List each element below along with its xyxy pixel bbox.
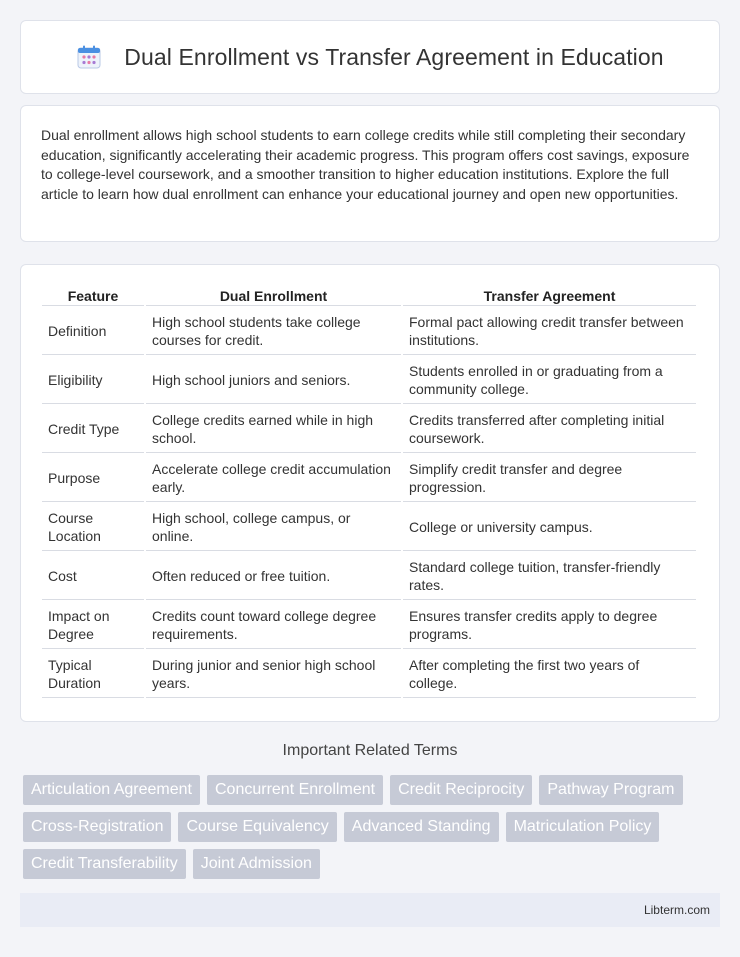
- comparison-table: [40, 284, 698, 700]
- related-term-tag[interactable]: Cross-Registration: [23, 812, 171, 842]
- table-row: [42, 455, 696, 502]
- related-term-tag[interactable]: Pathway Program: [539, 775, 682, 805]
- feature-cell: Eligibility: [42, 357, 144, 404]
- feature-cell: Typical Duration: [42, 651, 144, 698]
- dual-enrollment-cell: High school, college campus, or online.: [146, 504, 401, 551]
- feature-cell: Credit Type: [42, 406, 144, 453]
- transfer-agreement-cell: Standard college tuition, transfer-friendly rates.: [403, 553, 696, 600]
- table-row: [42, 504, 696, 551]
- dual-enrollment-cell: High school juniors and seniors.: [146, 357, 401, 404]
- table-row: [42, 602, 696, 649]
- column-header-dual-enrollment: Dual Enrollment: [146, 286, 401, 306]
- related-term-tag[interactable]: Matriculation Policy: [506, 812, 660, 842]
- transfer-agreement-cell: Ensures transfer credits apply to degree programs.: [403, 602, 696, 649]
- column-header-transfer-agreement: Transfer Agreement: [403, 286, 696, 306]
- title-card: [20, 20, 720, 94]
- dual-enrollment-cell: During junior and senior high school years.: [146, 651, 401, 698]
- feature-cell: Course Location: [42, 504, 144, 551]
- dual-enrollment-cell: Credits count toward college degree requirements.: [146, 602, 401, 649]
- related-term-tag[interactable]: Course Equivalency: [178, 812, 336, 842]
- site-credit-link[interactable]: Libterm.com: [643, 903, 710, 917]
- table-header-row: [42, 286, 696, 306]
- transfer-agreement-cell: Simplify credit transfer and degree progression.: [403, 455, 696, 502]
- feature-cell: Definition: [42, 308, 144, 355]
- column-header-feature: Feature: [42, 286, 144, 306]
- table-row: [42, 553, 696, 600]
- transfer-agreement-cell: Formal pact allowing credit transfer between institutions.: [403, 308, 696, 355]
- feature-cell: Purpose: [42, 455, 144, 502]
- transfer-agreement-cell: College or university campus.: [403, 504, 696, 551]
- related-term-tag[interactable]: Joint Admission: [193, 849, 320, 879]
- related-term-tag[interactable]: Credit Reciprocity: [390, 775, 532, 805]
- table-row: [42, 308, 696, 355]
- dual-enrollment-cell: High school students take college courses for credit.: [146, 308, 401, 355]
- table-row: [42, 406, 696, 453]
- transfer-agreement-cell: Credits transferred after completing initial coursework.: [403, 406, 696, 453]
- intro-paragraph: Dual enrollment allows high school students to earn college credits while still completing their secondary education, significantly accelerating their academic progress. This program offers cost savings, exposure to college-level coursework, and a smoother transition to higher education institutions. Explore the full article to learn how dual enrollment can enhance your educational journey and open new opportunities.: [41, 127, 690, 202]
- dual-enrollment-cell: Accelerate college credit accumulation early.: [146, 455, 401, 502]
- related-term-tag[interactable]: Concurrent Enrollment: [207, 775, 383, 805]
- comparison-card: [20, 264, 720, 722]
- feature-cell: Impact on Degree: [42, 602, 144, 649]
- footer-bar: [20, 893, 720, 927]
- page-title: Dual Enrollment vs Transfer Agreement in Education: [124, 43, 664, 70]
- calendar-grid-icon: [76, 44, 102, 70]
- dual-enrollment-cell: Often reduced or free tuition.: [146, 553, 401, 600]
- transfer-agreement-cell: Students enrolled in or graduating from a community college.: [403, 357, 696, 404]
- table-row: [42, 357, 696, 404]
- transfer-agreement-cell: After completing the first two years of college.: [403, 651, 696, 698]
- related-terms-list: [23, 775, 723, 886]
- dual-enrollment-cell: College credits earned while in high school.: [146, 406, 401, 453]
- table-row: [42, 651, 696, 698]
- related-term-tag[interactable]: Advanced Standing: [344, 812, 499, 842]
- related-term-tag[interactable]: Articulation Agreement: [23, 775, 200, 805]
- related-terms-heading: Important Related Terms: [282, 742, 458, 759]
- intro-card: [20, 105, 720, 242]
- related-term-tag[interactable]: Credit Transferability: [23, 849, 186, 879]
- feature-cell: Cost: [42, 553, 144, 600]
